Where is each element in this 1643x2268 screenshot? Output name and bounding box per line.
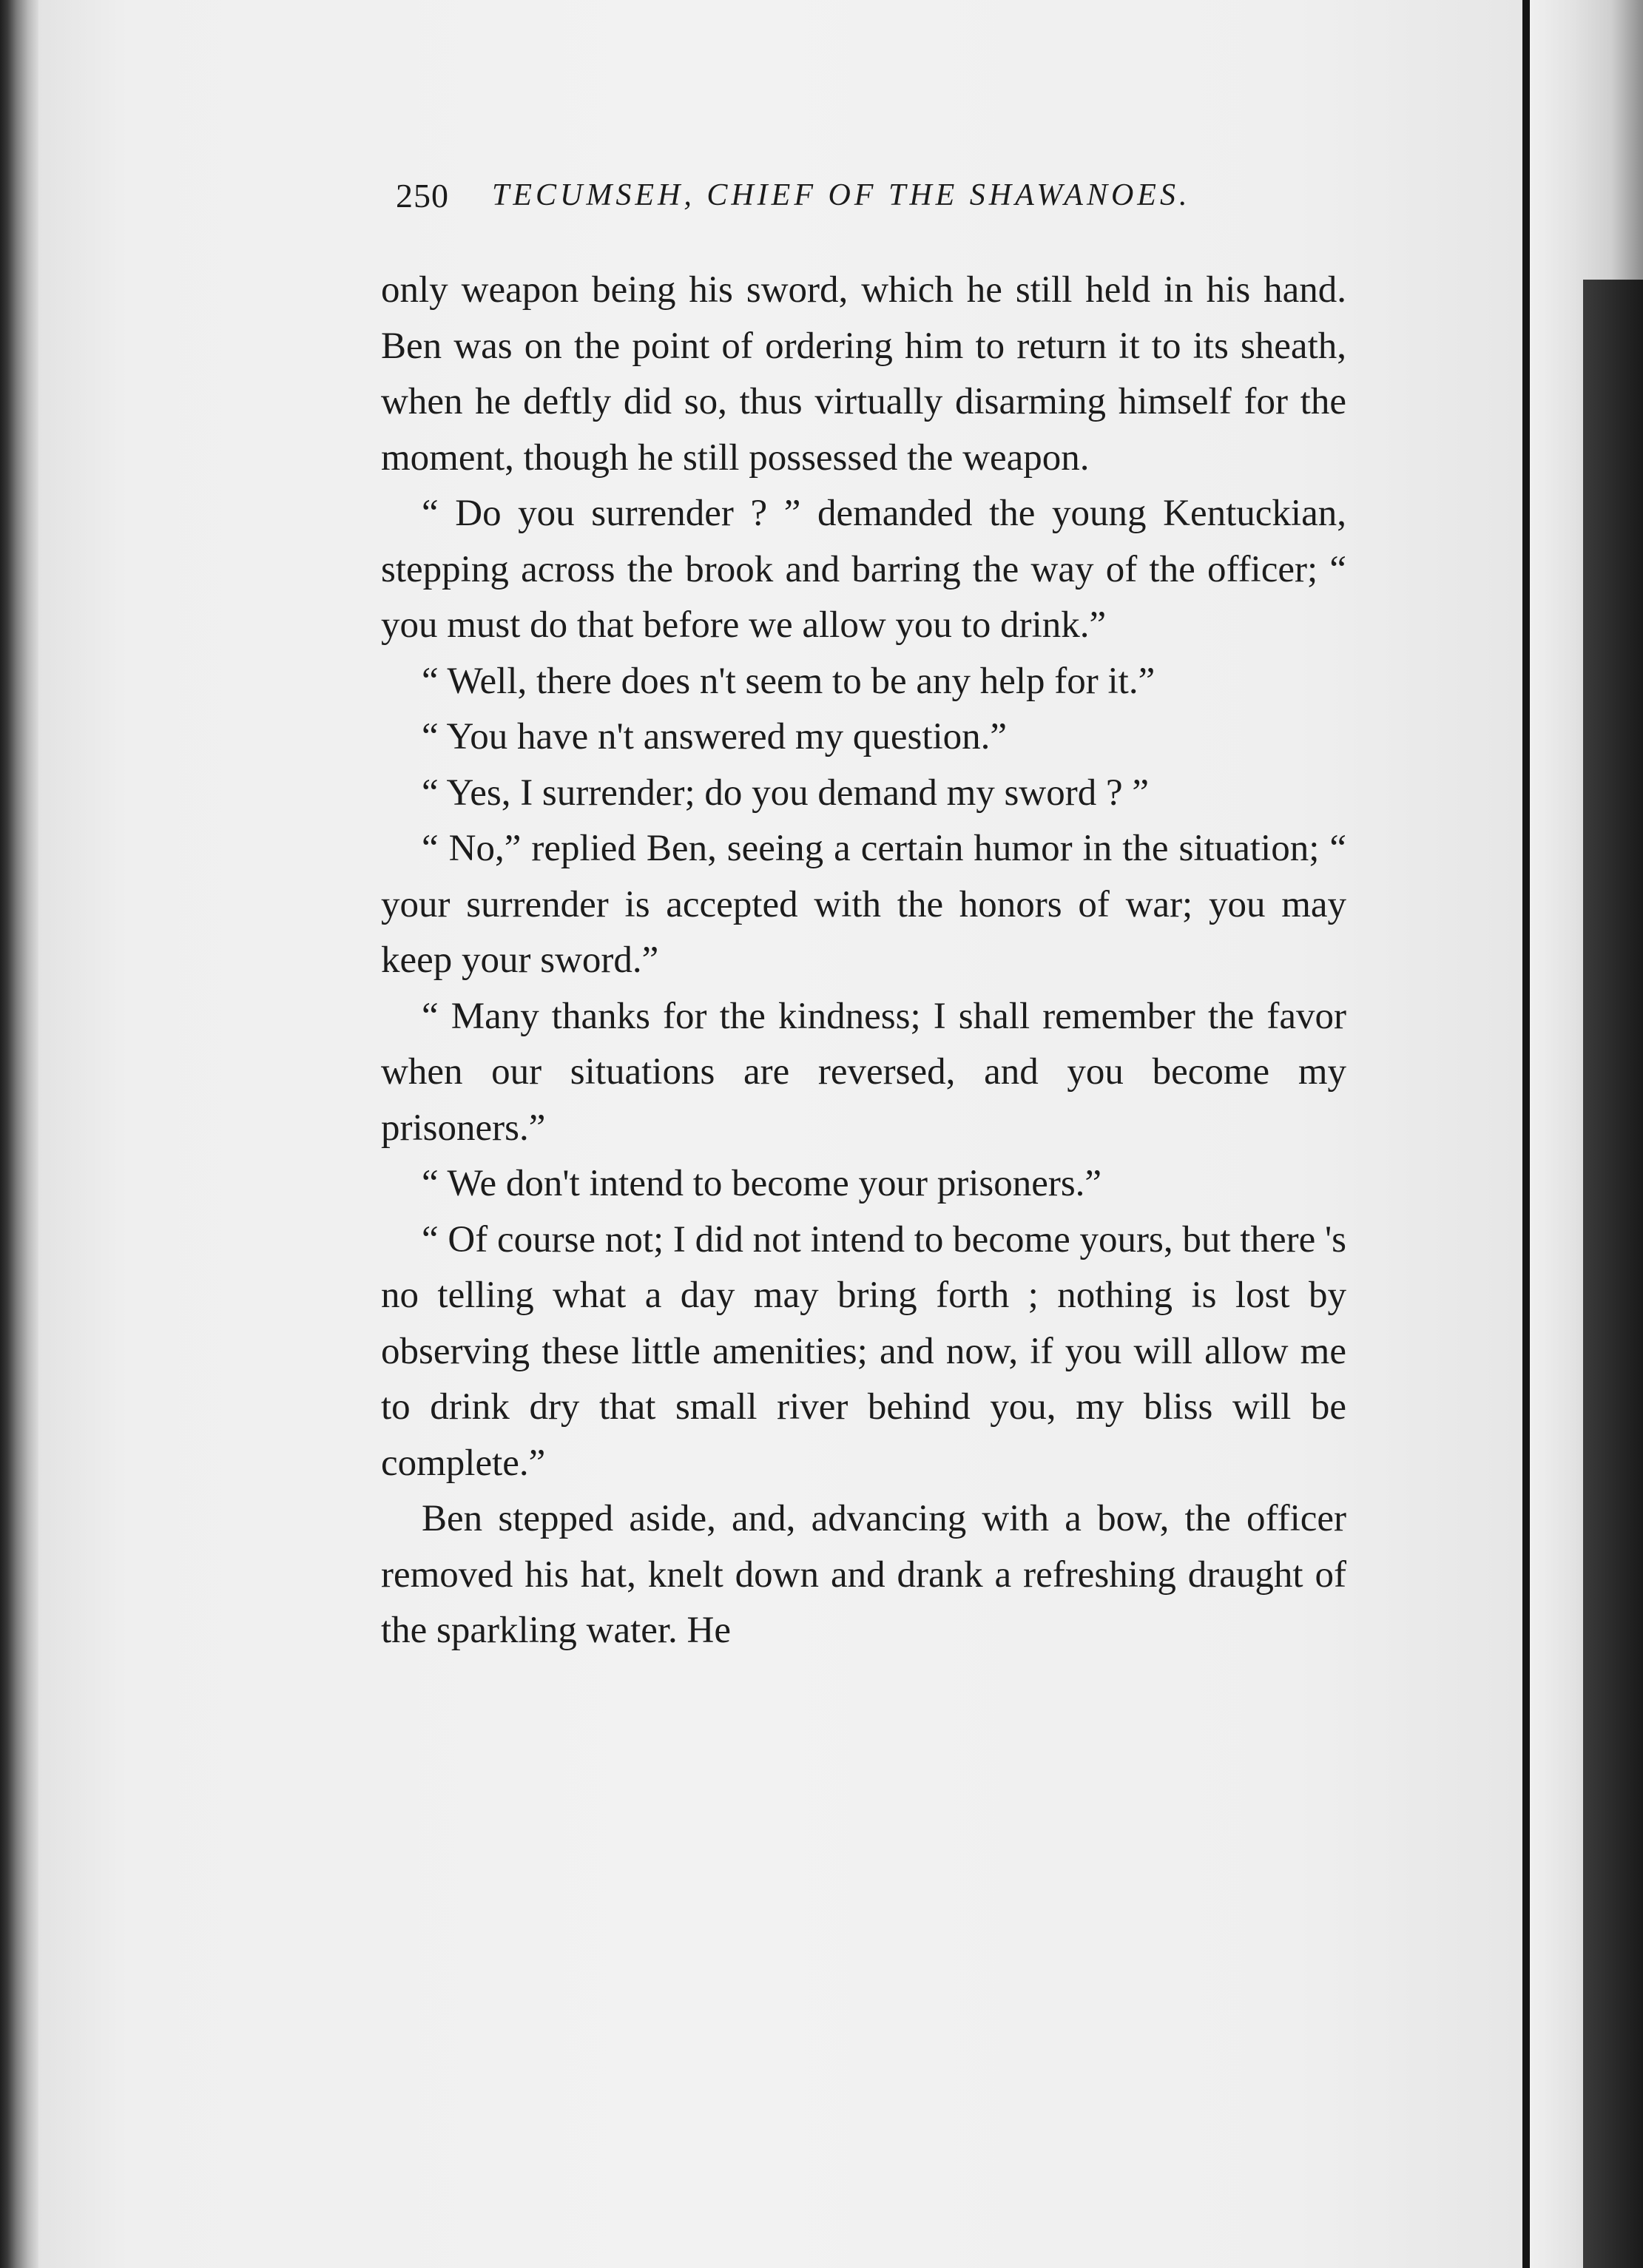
left-binding-edge	[0, 0, 38, 2268]
paragraph: “ Many thanks for the kindness; I shall remember the favor when our situations are reversed, and you become my prisoners.”	[381, 995, 1346, 1149]
paragraph: Ben stepped aside, and, advancing with a bow, the officer removed his hat, knelt down and drank a refreshing draught of the sparkling water. He	[381, 1498, 1346, 1651]
page-header	[396, 176, 1350, 228]
paragraph: “ Do you surrender ? ” demanded the young Kentuckian, stepping across the brook and barring the way of the officer; “ you must do that before we allow you to drink.”	[381, 493, 1346, 646]
paragraph: “ We don't intend to become your prisoners.”	[422, 1163, 1102, 1204]
paragraph: “ You have n't answered my question.”	[422, 716, 1008, 757]
paragraph: “ Well, there does n't seem to be any help for it.”	[422, 660, 1156, 702]
paragraph: only weapon being his sword, which he still held in his hand. Ben was on the point of ordering him to return it to its sheath, when he deftly did so, thus virtually disarming himself for the moment, though he still possessed the weapon.	[381, 269, 1346, 479]
paragraph: “ No,” replied Ben, seeing a certain humor in the situation; “ your surrender is accepted with the honors of war; you may keep your sword.”	[381, 828, 1346, 981]
adjacent-page-shadow	[1583, 280, 1643, 2268]
paragraph: “ Of course not; I did not intend to become yours, but there 's no telling what a day may bring forth ; nothing is lost by observing these little amenities; and now, if you will allow me to drink dry that small river behind you, my bliss will be complete.”	[381, 1218, 1346, 1484]
running-title: TECUMSEH, CHIEF OF THE SHAWANOES.	[492, 178, 1191, 212]
paragraph: “ Yes, I surrender; do you demand my sword ? ”	[422, 772, 1149, 814]
body-text	[381, 263, 1346, 1659]
page-number: 250	[396, 177, 449, 215]
page-fold-line	[1522, 0, 1530, 2268]
